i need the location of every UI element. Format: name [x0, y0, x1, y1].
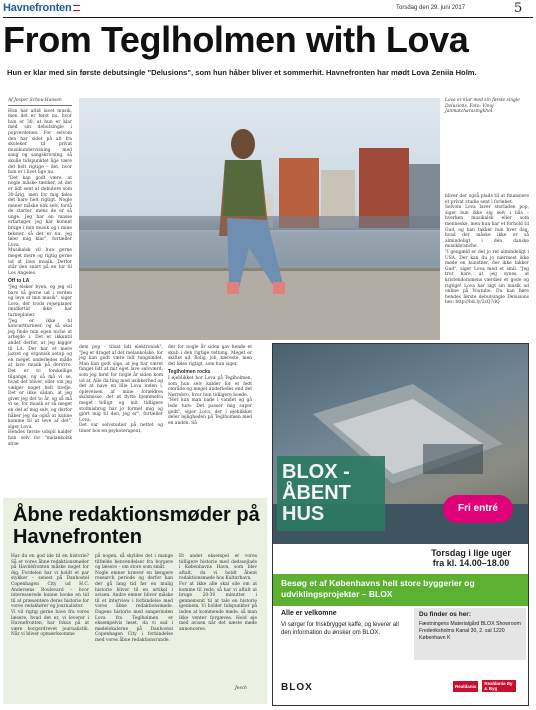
blox-ad — [272, 343, 529, 706]
photo-caption: Lova er klar med sin første single Delusions. Foto: Vinoj Janmatcharasmgkhol. — [445, 98, 520, 115]
article-column-2: dem pop – tilsat lidt elektronisk". "Jeg er draget af det melankolske, for jeg kan godt være lidt tungsindet. Man kan godt sige, at jeg har været fanget lidt af mit eget lave selvværd, som jeg først for nogle år siden kom ud af. Alle da ting med usikkerhed og det at have en lille Lova inden i, opleveisen af mine forældres skilsmisse, det at flytte hjemmefra meget tidligt og mit tidligere stofmisbrug har jo formet mig og gjort mig til den, jeg er", fortæller Lova. Det var selvstudier på nettet og timer hos en psykoterapeut, — [79, 345, 163, 434]
ad-welcome-text: Vi sørger for friskbrygget kaffe, og leverer all den information du ønsker om BLOX. — [281, 622, 399, 636]
logo-mark-icon — [73, 5, 80, 11]
promo-column-3: Et andet eksempel er vores tidligere historie med dødssejlads i Københavns Havn, som blev aftalt, da vi holdt åbent redaktionsmøde hos Kulturhavn. For at ikke alle skal sile om at komme til rede, så har vi aftalt at bruge 20-30 minutter i gennemsnit til at tale en historie igennem. Vi holder tidspunkter på inden at kommende møde, så man ikke venter forgæves. Hold øje med avisen når det næste møde annonceres. — [179, 554, 257, 632]
subheading: Teglholmen rocks — [168, 369, 211, 376]
article-column-4: bliver der også plads til at finansiere et privat studie sent i forløbet. Selvom Lova laver storladen pop, siger hun ikke sig selv i bås – hverken musikalsk eller som menneske, men hun har et forhold til Gud, og han takker hun hver dag, hvad der måske ikke er så almindeligt i den danske musikbranche. "I gengæld er det jo ret almindeligt i USA. Der kan du jo nærmest ikke møde en kunstner, der ikke takker Gud", siger Lova med et smil. "Jeg tror bare, at jeg synes, at kristendommens værdier er gode og rigtige! Lova har lagt sin musik ud online på Youtube. Du kan høre hendes første debutsingle Delusions her: http://bit.ly/2sQ7dQ — [445, 194, 529, 306]
ad-teaser: Besøg et af Københavns helt store byggerier og udviklingsprojekter – BLOX — [273, 574, 528, 606]
ad-welcome — [281, 610, 405, 637]
promo-column-2: på nogen, så skyldes det i mange tilfælde henvendelser fra borgere og læsere – om store som småt. Nogle emner kræver en længere research periode og derfor kan der gå lang tid før en mulig historie bliver til en artikel i avisen. Andre emner bliver måske til et interview i forbindelse med vores åbne redaktionsmøde. Dagens historie med sangerinden Lova fra Teglholmen er eksempelvis løset, da vi sad i mødelokalerne på Danhostel Copenhagen City i forbindelse med vores åbne redaktionsrunde. — [95, 554, 173, 643]
paragraph: Musikalsk vil hun gerne meget mere og rigtig gerne ud at lave musik. Derfor står den snart på en tur til Los Angeles. — [8, 248, 72, 276]
promo-title: Åbne redaktionsmøder på Havnefronten — [13, 504, 260, 548]
ad-headline — [277, 456, 385, 531]
paragraph: Hun har altid lavet musik, men det er først nu, hvor hun er 30, at hun er klar med sin debutsingle i popverdenen. For selvom den har sidet på alt fra skoleker til privat musikundervisning med sang og sangskrivning, så skulle tidspunktet lige være det helt rigtige – det, hvor hun er i livet lige nu. — [8, 108, 72, 176]
ad-address-box — [414, 608, 526, 660]
masthead-logo — [3, 2, 80, 14]
blox-logo: BLOX — [281, 682, 313, 693]
promo-column-1: Har du en god ide til en historie? Så er vores åbne redaktionsmøder på Havnefronten måske noget for dig. Fordelen har vi holdt et par stykker – senest på Danhostel Copenhagen City ud H.C. Andersens Boulevard – hvor interesserede kunne booke en tid til at præsentere deres historie for vores redaktører og journalister. Vi vil rigtig gerne have fra vores læsere, hvad det er, vi leverer i Havnefronten, har fokus på at være borgerdrevet journalistik. Når vi bliver opmærksomme — [11, 554, 89, 638]
lova-photo — [79, 98, 440, 340]
photo-scene — [79, 98, 440, 340]
paragraph: "Jeg elsker byen, og jeg vil bare så gerne ud i verden og leve af min musik", siger Lova, der trods rejseplaner imidlertid ikke har turneplaner. — [8, 285, 72, 318]
ad-welcome-heading: Alle er velkomne — [281, 610, 337, 617]
promo-box — [3, 498, 267, 704]
ad-date-line-2: fra kl. 14.00–18.00 — [432, 558, 510, 568]
ad-headline-line: BLOX - — [282, 461, 350, 483]
paragraph: Hendes første udspil kalder hun selv for "melankolsk stræ- — [8, 430, 72, 447]
ad-date-box — [414, 544, 528, 574]
logo-text: Havnefronten — [3, 2, 72, 14]
article-column-1 — [8, 98, 72, 447]
subheading: Off to LA — [8, 278, 30, 285]
promo-signature: Jesch — [235, 686, 247, 691]
realdania-logo — [453, 680, 516, 692]
paragraph: "Det kan godt være, at nogle måske tænker, at det er lidt sent at debutere som 30-årig, men for mig føles det bare helt rigtigt. Nogle mener måske nok selv, forså de starter, mens de er så unge. Jeg har en masse erfaringer, jeg har kunnet bruge i min musik og i mine tekster, så det er nu, jeg føler mig klar", fortæller Lova. — [8, 175, 72, 248]
realdania-badge: Realdania — [453, 681, 478, 692]
page-number: 5 — [514, 1, 523, 16]
realdania-byg-badge: Realdania By & Byg — [482, 680, 516, 692]
free-entry-badge: Fri entré — [443, 495, 513, 523]
paragraph: I øjeblikket bor Lova på Teglholmen, som hun selv kalder for et fedt område og meget anderledes end det Nørrebro, hvor hun tidligere boede. "Her kan man bade i vandet og gå lede ture. Det passer mig super godt", siger Lova, der i øjeblikket deler lejligheden på Teglholmen med en anden. Så — [168, 375, 252, 426]
ad-headline-line: HUS — [282, 503, 325, 525]
byline: Af Jesper Schou Hansen — [8, 98, 72, 106]
article-title: From Teglholmen with Lova — [3, 19, 469, 60]
ad-address-heading: Du finder os her: — [419, 611, 472, 618]
paragraph: der for nogle år siden gav hende et skub i den rigtige retning. Meget er skiftet ud. Bolig, job, kæreste, men det føles rigtigt, som hun siger. — [168, 345, 252, 367]
ad-address-text: Fæstningens Materialgård BLOX Showroom Frederiksholms Kanal 30, 2. sal 1220 København K — [419, 621, 521, 641]
ad-aerial-photo — [273, 344, 528, 544]
issue-date: Torsdag den 29. juni 2017 — [396, 5, 466, 11]
article-lead: Hun er klar med sin første debutsingle "Delusions", som hun håber bliver et sommerhit. Havnefronten har mødt Lova Zeniia Holm. — [7, 68, 477, 77]
header-rule — [3, 17, 533, 18]
ad-headline-line: ÅBENT — [282, 482, 351, 504]
article-column-3 — [168, 345, 252, 426]
ad-date-line-1: Torsdag i ligе uger — [431, 548, 511, 558]
paragraph: "Jeg er ikke til koncertturneer, og så skal jeg finde min egen niche at arbejde i. Det er ikkuntil andet derfor, at jeg kigger til LA. Der har et mere jazzet og organisk setup og en meget anderledes måde at lave musik på derovre. Det er to forskellige tilgange, og så må vi se, hvad det bliver, eller om jeg vælger noget helt tredje. Det er ikke sådan, at jeg giver jeg det to år, og så må vi se, for musik er så meget en del af mig selv, og derfor håber jeg da også at kunne komme til at leve af det", siger Lova. — [8, 318, 72, 430]
